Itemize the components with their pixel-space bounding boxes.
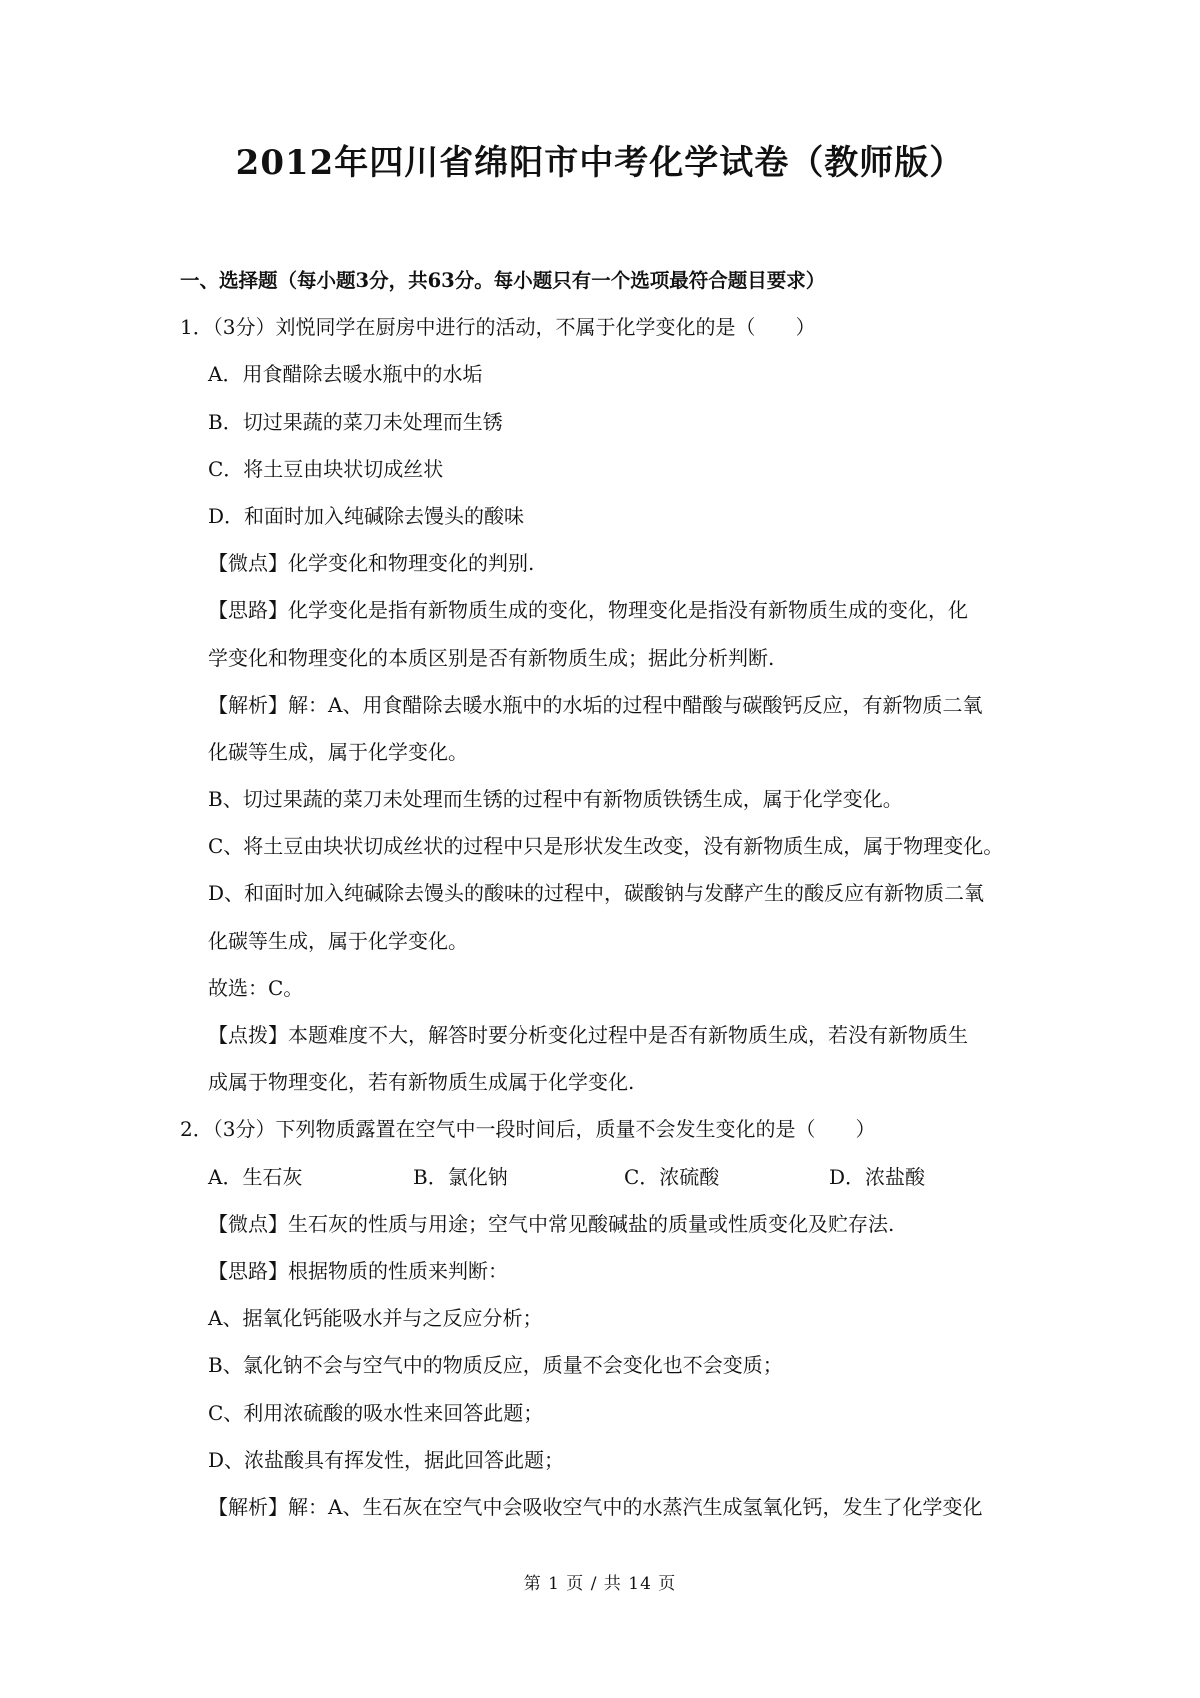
question-2-point: 【微点】生石灰的性质与用途；空气中常见酸碱盐的质量或性质变化及贮存法. bbox=[208, 1211, 895, 1236]
question-2-idea-c: C、利用浓硫酸的吸水性来回答此题； bbox=[208, 1400, 544, 1425]
question-2-option-d: D．浓盐酸 bbox=[829, 1164, 926, 1189]
question-2-options bbox=[0, 1154, 1200, 1201]
question-1-analysis-line-2: 化碳等生成，属于化学变化。 bbox=[208, 739, 468, 764]
question-1-stem: 1．（3分）刘悦同学在厨房中进行的活动，不属于化学变化的是（ ） bbox=[180, 315, 816, 340]
question-2-idea-intro: 【思路】根据物质的性质来判断： bbox=[208, 1258, 508, 1283]
question-1-option-c: C．将土豆由块状切成丝状 bbox=[208, 456, 444, 481]
document-body bbox=[0, 257, 1200, 1531]
question-2-idea-a: A、据氧化钙能吸水并与之反应分析； bbox=[208, 1306, 543, 1331]
question-1-option-b: B．切过果蔬的菜刀未处理而生锈 bbox=[208, 409, 503, 434]
page-title: 2012年四川省绵阳市中考化学试卷（教师版） bbox=[235, 143, 965, 183]
question-2-option-c: C．浓硫酸 bbox=[624, 1164, 720, 1189]
page-footer: 第 1 页 / 共 14 页 bbox=[523, 1574, 677, 1594]
question-2-stem: 2．（3分）下列物质露置在空气中一段时间后，质量不会发生变化的是（ ） bbox=[180, 1117, 876, 1142]
question-1-analysis-line-5: D、和面时加入纯碱除去馒头的酸味的过程中，碳酸钠与发酵产生的酸反应有新物质二氧 bbox=[208, 881, 985, 906]
question-2-option-a: A．生石灰 bbox=[208, 1164, 303, 1189]
question-2-idea-b: B、氯化钠不会与空气中的物质反应，质量不会变化也不会变质； bbox=[208, 1353, 783, 1378]
question-1-analysis-line-4: C、将土豆由块状切成丝状的过程中只是形状发生改变，没有新物质生成，属于物理变化。 bbox=[208, 834, 1004, 859]
question-1-answer: 故选：C。 bbox=[208, 975, 304, 1000]
question-2-option-b: B．氯化钠 bbox=[413, 1164, 508, 1189]
question-1-comment-line-1: 【点拨】本题难度不大，解答时要分析变化过程中是否有新物质生成，若没有新物质生 bbox=[208, 1023, 968, 1047]
question-1-analysis-line-6: 化碳等生成，属于化学变化。 bbox=[208, 928, 468, 953]
question-2-analysis-line-1: 【解析】解：A、生石灰在空气中会吸收空气中的水蒸汽生成氢氧化钙，发生了化学变化 bbox=[208, 1494, 983, 1519]
question-1-analysis-line-3: B、切过果蔬的菜刀未处理而生锈的过程中有新物质铁锈生成，属于化学变化。 bbox=[208, 787, 903, 812]
question-1-point: 【微点】化学变化和物理变化的判别. bbox=[208, 551, 535, 576]
question-2-idea-d: D、浓盐酸具有挥发性，据此回答此题； bbox=[208, 1447, 565, 1472]
question-1-option-a: A．用食醋除去暖水瓶中的水垢 bbox=[208, 362, 483, 387]
question-1-idea-line-2: 学变化和物理变化的本质区别是否有新物质生成；据此分析判断. bbox=[208, 645, 775, 670]
question-1-comment-line-2: 成属于物理变化，若有新物质生成属于化学变化. bbox=[208, 1070, 635, 1095]
question-1-idea-line-1: 【思路】化学变化是指有新物质生成的变化，物理变化是指没有新物质生成的变化，化 bbox=[208, 598, 968, 623]
question-1-option-d: D．和面时加入纯碱除去馒头的酸味 bbox=[208, 503, 525, 528]
section-heading: 一、选择题（每小题3分，共63分。每小题只有一个选项最符合题目要求） bbox=[180, 269, 826, 292]
question-1-analysis-line-1: 【解析】解：A、用食醋除去暖水瓶中的水垢的过程中醋酸与碳酸钙反应，有新物质二氧 bbox=[208, 692, 983, 717]
